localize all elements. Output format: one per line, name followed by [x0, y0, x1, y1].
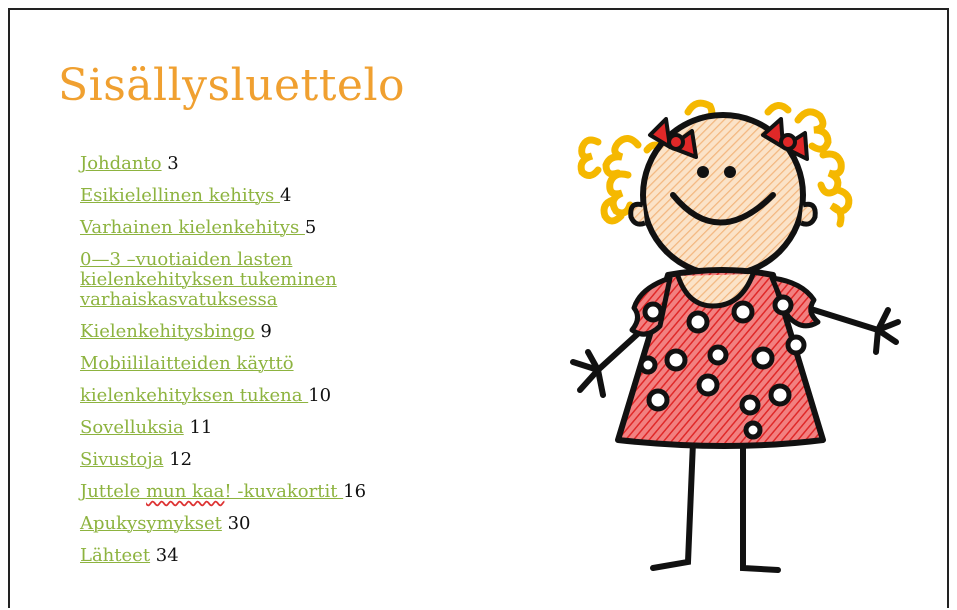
table-of-contents	[80, 148, 440, 572]
girl-illustration	[558, 90, 918, 590]
toc-item	[80, 316, 440, 348]
toc-item	[80, 412, 440, 444]
toc-link-esikielellinen[interactable]: Esikielellinen kehitys	[80, 185, 280, 206]
toc-item	[80, 244, 440, 316]
page-title: Sisällysluettelo	[58, 60, 406, 111]
toc-item	[80, 180, 440, 212]
toc-link-kuvakortit[interactable]	[80, 481, 343, 502]
toc-page-number: 34	[155, 545, 179, 566]
toc-page-number: 4	[279, 185, 292, 206]
toc-link-lahteet[interactable]: Lähteet	[80, 545, 151, 566]
toc-page-number: 11	[189, 417, 213, 438]
toc-link-tukeminen[interactable]: 0—3 –vuotiaiden lasten kielenkehityksen tukeminen varhaiskasvatuksessa	[80, 249, 337, 310]
toc-page-number: 30	[227, 513, 251, 534]
spellcheck-underlined-text: mun kaa	[146, 481, 225, 502]
toc-link-mobiili-cont[interactable]: kielenkehityksen tukena	[80, 385, 309, 406]
legs	[653, 442, 778, 570]
slide	[8, 8, 949, 608]
right-eye	[724, 166, 736, 178]
toc-item	[80, 380, 440, 412]
toc-page-number: 9	[260, 321, 272, 342]
toc-item	[80, 540, 440, 572]
toc-link-sovelluksia[interactable]: Sovelluksia	[80, 417, 184, 438]
toc-link-sivustoja[interactable]: Sivustoja	[80, 449, 164, 470]
toc-link-bingo[interactable]: Kielenkehitysbingo	[80, 321, 255, 342]
toc-page-number: 5	[304, 217, 317, 238]
toc-item	[80, 444, 440, 476]
toc-page-number: 12	[169, 449, 193, 470]
toc-item	[80, 348, 440, 380]
toc-link-mobiili[interactable]: Mobiililaitteiden käyttö	[80, 353, 294, 374]
toc-item	[80, 212, 440, 244]
toc-link-johdanto[interactable]: Johdanto	[80, 153, 162, 174]
toc-link-varhainen[interactable]: Varhainen kielenkehitys	[80, 217, 305, 238]
toc-item	[80, 508, 440, 540]
toc-link-part: ! -kuvakortit	[224, 481, 344, 502]
toc-page-number: 16	[343, 481, 367, 502]
toc-link-apukysymykset[interactable]: Apukysymykset	[80, 513, 222, 534]
toc-item	[80, 148, 440, 180]
toc-link-part: Juttele	[80, 481, 147, 502]
toc-item	[80, 476, 440, 508]
toc-page-number: 3	[167, 153, 179, 174]
toc-page-number: 10	[308, 385, 332, 406]
left-eye	[697, 166, 709, 178]
